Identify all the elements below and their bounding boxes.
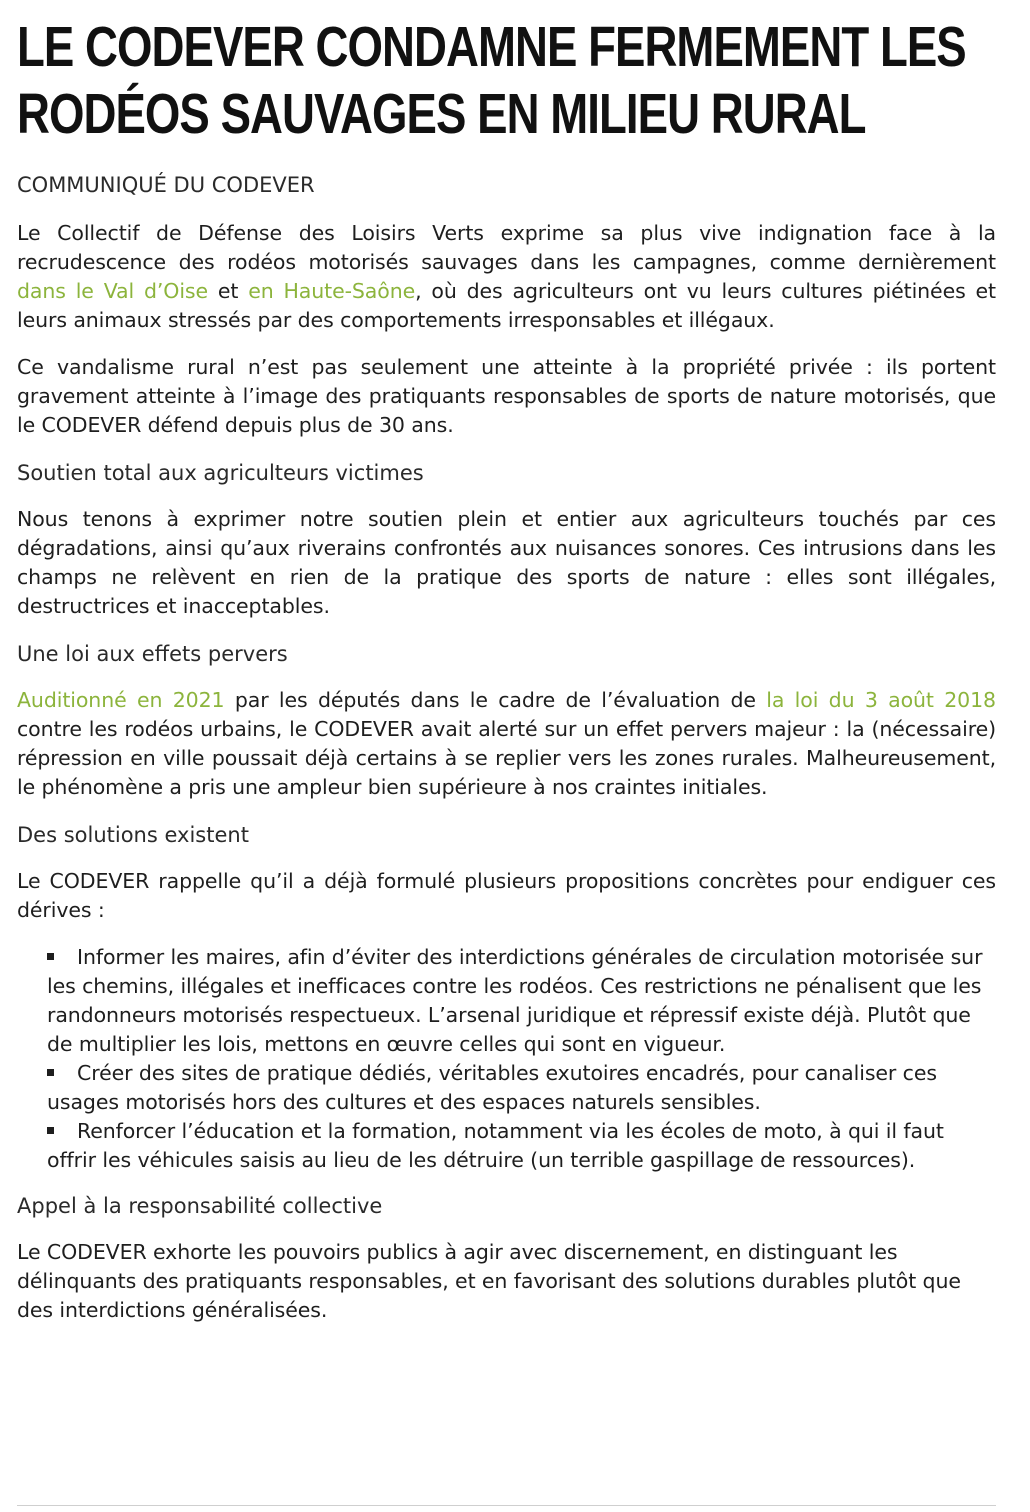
intro-text-2: et: [208, 279, 249, 303]
press-release-label: COMMUNIQUÉ DU CODEVER: [17, 173, 315, 197]
law-text-2: contre les rodéos urbains, le CODEVER avait alerté sur un effet pervers majeur : la (nécessaire) répression en ville poussait déjà certains à se replier vers les zones rurales. Malheureusement, le phénomène a pris une ampleur bien supérieure à nos craintes initiales.: [17, 717, 996, 799]
law-2018-link[interactable]: la loi du 3 août 2018: [766, 688, 996, 712]
intro-text-3: , où des agriculteurs ont vu leurs cultures piétinées et leurs animaux stressés par des comportements irresponsables et illégaux.: [17, 279, 996, 332]
list-item: [47, 943, 996, 1059]
proposals-list: [47, 943, 996, 1175]
intro-paragraph: [17, 219, 996, 335]
haute-saone-link[interactable]: en Haute-Saône: [248, 279, 416, 303]
solutions-paragraph: Le CODEVER rappelle qu’il a déjà formulé plusieurs propositions concrètes pour endiguer ces dérives :: [17, 869, 996, 922]
vandalism-paragraph: Ce vandalisme rural n’est pas seulement une atteinte à la propriété privée : ils portent gravement atteinte à l’image des pratiquants responsables de sports de nature motorisés, que le CODEVER défend depuis plus de 30 ans.: [17, 355, 996, 437]
bullet-icon: [47, 953, 54, 960]
bullet-icon: [47, 1127, 54, 1134]
list-item-text: Créer des sites de pratique dédiés, véritables exutoires encadrés, pour canaliser ces usages motorisés hors des cultures et des espaces naturels sensibles.: [47, 1061, 937, 1114]
list-item-text: Renforcer l’éducation et la formation, notamment via les écoles de moto, à qui il faut offrir les véhicules saisis au lieu de les détruire (un terrible gaspillage de ressources).: [47, 1119, 944, 1172]
section-heading-solutions: Des solutions existent: [17, 823, 249, 847]
bottom-divider: [17, 1505, 996, 1506]
page-title: LE CODEVER CONDAMNE FERMEMENT LES RODÉOS SAUVAGES EN MILIEU RURAL: [17, 15, 966, 146]
section-heading-responsibility: Appel à la responsabilité collective: [17, 1194, 383, 1218]
intro-text-1: Le Collectif de Défense des Loisirs Verts exprime sa plus vive indignation face à la recrudescence des rodéos motorisés sauvages dans les campagnes, comme dernièrement: [17, 221, 996, 274]
list-item: [47, 1117, 996, 1175]
val-doise-link[interactable]: dans le Val d’Oise: [17, 279, 209, 303]
list-item-text: Informer les maires, afin d’éviter des interdictions générales de circulation motorisée sur les chemins, illégales et inefficaces contre les rodéos. Ces restrictions ne pénalisent que les randonneurs motorisés respectueux. L’arsenal juridique et répressif existe déjà. Plutôt que de multiplier les lois, mettons en œuvre celles qui sont en vigueur.: [47, 945, 983, 1056]
list-item: [47, 1059, 996, 1117]
law-paragraph: [17, 686, 996, 802]
audition-2021-link[interactable]: Auditionné en 2021: [17, 688, 225, 712]
section-heading-law: Une loi aux effets pervers: [17, 642, 288, 666]
responsibility-paragraph: Le CODEVER exhorte les pouvoirs publics à agir avec discernement, en distinguant les délinquants des pratiquants responsables, et en favorisant des solutions durables plutôt que des interdictions généralisées.: [17, 1240, 961, 1322]
support-paragraph: Nous tenons à exprimer notre soutien plein et entier aux agriculteurs touchés par ces dégradations, ainsi qu’aux riverains confrontés aux nuisances sonores. Ces intrusions dans les champs ne relèvent en rien de la pratique des sports de nature : elles sont illégales, destructrices et inacceptables.: [17, 507, 996, 618]
law-text-1: par les députés dans le cadre de l’évaluation de: [224, 688, 767, 712]
bullet-icon: [47, 1069, 54, 1076]
section-heading-support: Soutien total aux agriculteurs victimes: [17, 461, 424, 485]
